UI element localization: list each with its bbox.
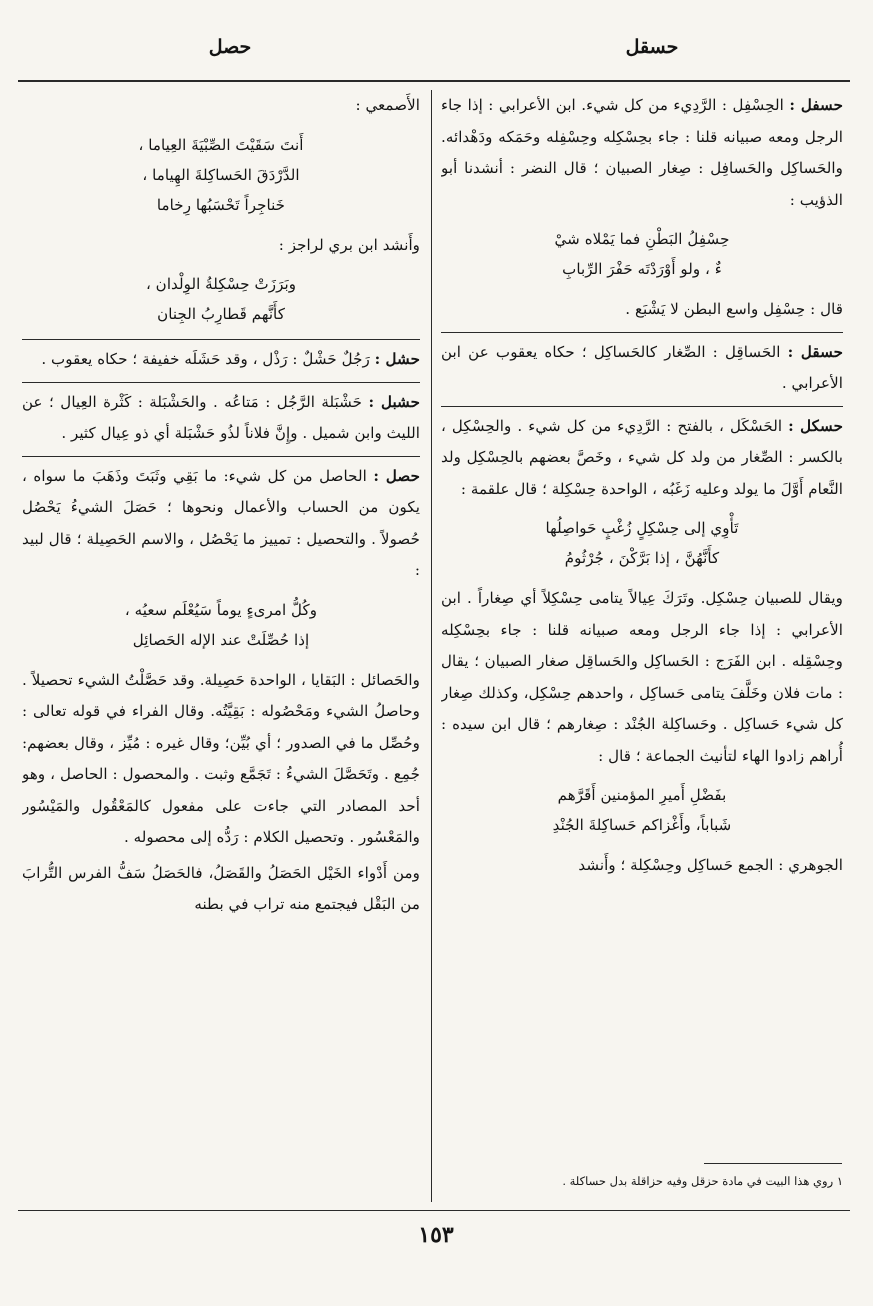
entry-headword: حشبل : bbox=[368, 392, 420, 411]
entry-text: ويقال للصبيان حِسْكِل. وتَرَكَ عِيالاً يتامى حِسْكِلاً أي صِغاراً . ابن الأعرابي : إذا جاء الرجل ومعه صبيانه قلنا : جاء بحِسْكِله وحِسْقِله . ابن الفَرَج : الحَساكِل والحَساقِل صغار الصبيان ؛ يقال : مات فلان وخَلَّفَ يتامى حَساكِل ، واحدهم حِسْكِل، وكذلك صِغار كل شيء حَساكِل . وحَساكِلة الجُنْد : صِغارهم ؛ قال ابن سيده : أُراهم زادوا الهاء لتأنيث الجماعة ؛ قال : bbox=[441, 589, 843, 765]
verse-line: الدَّرْدَقَ الحَساكِلةَ الهِياما ، bbox=[142, 165, 300, 184]
entry-headword: حصل : bbox=[373, 466, 420, 485]
entry-text: الحَساقِل : الصِّغار كالحَساكِل ؛ حكاه يعقوب عن ابن الأعرابي . bbox=[441, 342, 843, 392]
entry-hsfl bbox=[441, 90, 843, 326]
entry-hsql bbox=[441, 332, 843, 400]
entry-text: والحَصائل : البَقايا ، الواحدة حَصِيلة. وقد حَصَّلْتُ الشيء تحصيلاً . وحاصلُ الشيء ومَحْصُوله : بَقِيَّتُه. وقال الفراء في قوله تعالى : وحُصِّل ما في الصدور ؛ أي بُيِّن؛ وقال غيره : مُيِّز ، وقال بعضهم: جُمِع . وتَحَصَّلَ الشيءُ : تَجَمَّع وثبت . والمحصول : الحاصل ، وهو أحد المصادر التي جاءت على مفعول كالمَعْقُول والمَيْسُور والمَعْسُور . وتحصيل الكلام : رَدُّه إلى محصوله . bbox=[22, 670, 420, 846]
verse-line: شَباباً، وأَغْزاكم حَساكِلةَ الجُنْدِ bbox=[552, 816, 732, 834]
verse bbox=[22, 269, 420, 329]
entry-text: قال : حِسْفِل واسع البطن لا يَشْبَع . bbox=[625, 300, 843, 318]
footnote: ١ روي هذا البيت في مادة حزقل وفيه حزاقلة بدل حساكلة . bbox=[562, 1174, 843, 1188]
entry-text: الحاصل من كل شيء: ما بَقِي وثَبَتَ وذَهَبَ ما سواه ، يكون من الحساب والأعمال ونحوها ؛ حَصَلَ الشيءُ يَحْصُل حُصولاً . والتحصيل : تمييز ما يَحْصُل ، والاسم الحَصِيلة ؛ قال لبيد : bbox=[22, 466, 420, 579]
entry-headword: حسقل : bbox=[787, 342, 843, 361]
entry-hshl bbox=[22, 339, 420, 376]
entry-text: الحِسْفِل : الرَّدِيء من كل شيء. ابن الأعرابي : إذا جاء الرجل ومعه صبيانه قلنا : جاء بحِسْكِله وحِسْفِله وحَمَكه ودَهْدائه. والحَساكِل والحَسافِل : صِغار الصبيان ؛ قال النضر : أنشدنا أبو الذؤيب : bbox=[441, 96, 843, 209]
header-rule bbox=[18, 80, 850, 82]
entry-headword: حشل : bbox=[374, 350, 420, 368]
page-number: ١٥٣ bbox=[418, 1222, 454, 1248]
continued-text: وأَنشد ابن بري لراجز : bbox=[278, 235, 420, 254]
footnote-rule bbox=[704, 1163, 842, 1164]
entry-text: الحَسْكَل ، بالفتح : الرَّدِيء من كل شيء . والحِسْكِل ، بالكسر : الصِّغار من ولد كل شيء ، وخَصَّ بعضهم بالحِسْكِل ولد النَّعام أَوَّلَ ما يولد وعليه زَغَبُه ، الواحدة حِسْكِلة ؛ قال علقمة : bbox=[441, 416, 843, 498]
footer-rule bbox=[18, 1210, 850, 1211]
verse-line: أَنتَ سَقَيْتَ الصِّبْيَةَ العِياما ، bbox=[138, 135, 304, 154]
right-column bbox=[441, 90, 843, 1202]
entry-headword: حسكل : bbox=[788, 416, 843, 435]
verse-line: خَناجِراً تَحْسَبُها رِخاما bbox=[156, 195, 286, 214]
verse bbox=[441, 780, 843, 840]
entry-text: حَشْبَلة الرَّجُل : مَتاعُه . والحَشْبَلة : كَثْرة العِيال ؛ عن الليث وابن شميل . وإِنَّ فلاناً لذُو حَشْبَلة أي ذو عِيال كثير . bbox=[22, 392, 420, 442]
entry-hsl bbox=[22, 456, 420, 921]
running-head-left: حصل bbox=[208, 36, 252, 58]
verse-line: إذا حُصِّلَتْ عند الإله الحَصائِل bbox=[132, 630, 310, 649]
entry-text: رَجُلٌ حَشْلٌ : رَذْل ، وقد حَشَلَه خفيفة ؛ حكاه يعقوب . bbox=[41, 350, 370, 368]
verse-line: تَأْوِي إلى حِسْكِلٍ زُغْبٍ حَواصِلُها bbox=[545, 519, 739, 537]
verse-line: كأَنَّهُنَّ ، إذا بَرَّكْنَ ، جُرْثُومُ bbox=[564, 549, 720, 567]
verse-line: بفَضْلِ أَميرِ المؤمنين أَقَرَّهم bbox=[557, 786, 727, 804]
verse-line: وبَرَزَتْ حِسْكِلةُ الوِلْدان ، bbox=[145, 275, 297, 293]
verse-line: ءٌ ، ولو أَوْرَدْتَه حَفْرَ الرِّبابِ bbox=[562, 260, 722, 278]
entry-hshbl bbox=[22, 382, 420, 450]
entry-hskl bbox=[441, 406, 843, 882]
continued-text: الأَصمعي : bbox=[355, 96, 420, 114]
entry-text: الجوهري : الجمع حَساكِل وحِسْكِلة ؛ وأَنشد bbox=[578, 856, 843, 874]
verse bbox=[22, 130, 420, 220]
verse-line: كأَنَّهم قَطارِبُ الجِنان bbox=[157, 305, 285, 323]
verse bbox=[22, 595, 420, 655]
entry-text: ومن أَدْواء الخَيْل الحَصَلُ والقَصَلُ، فالحَصَلُ سَفُّ الفرس التُّرابَ من البَقْل فيجتمع منه تراب في بطنه bbox=[22, 863, 420, 913]
verse bbox=[441, 224, 843, 284]
left-column bbox=[22, 90, 420, 1202]
entry-headword: حسفل : bbox=[789, 96, 843, 114]
verse bbox=[441, 513, 843, 573]
verse-line: حِسْفِلُ البَطْنِ فما يَمْلاه شيْ bbox=[554, 230, 730, 248]
verse-line: وكُلُّ امرىءٍ يوماً سَيُعْلَم سعيُه ، bbox=[124, 600, 318, 619]
column-divider bbox=[431, 90, 432, 1202]
running-head-right: حسقل bbox=[625, 36, 679, 58]
